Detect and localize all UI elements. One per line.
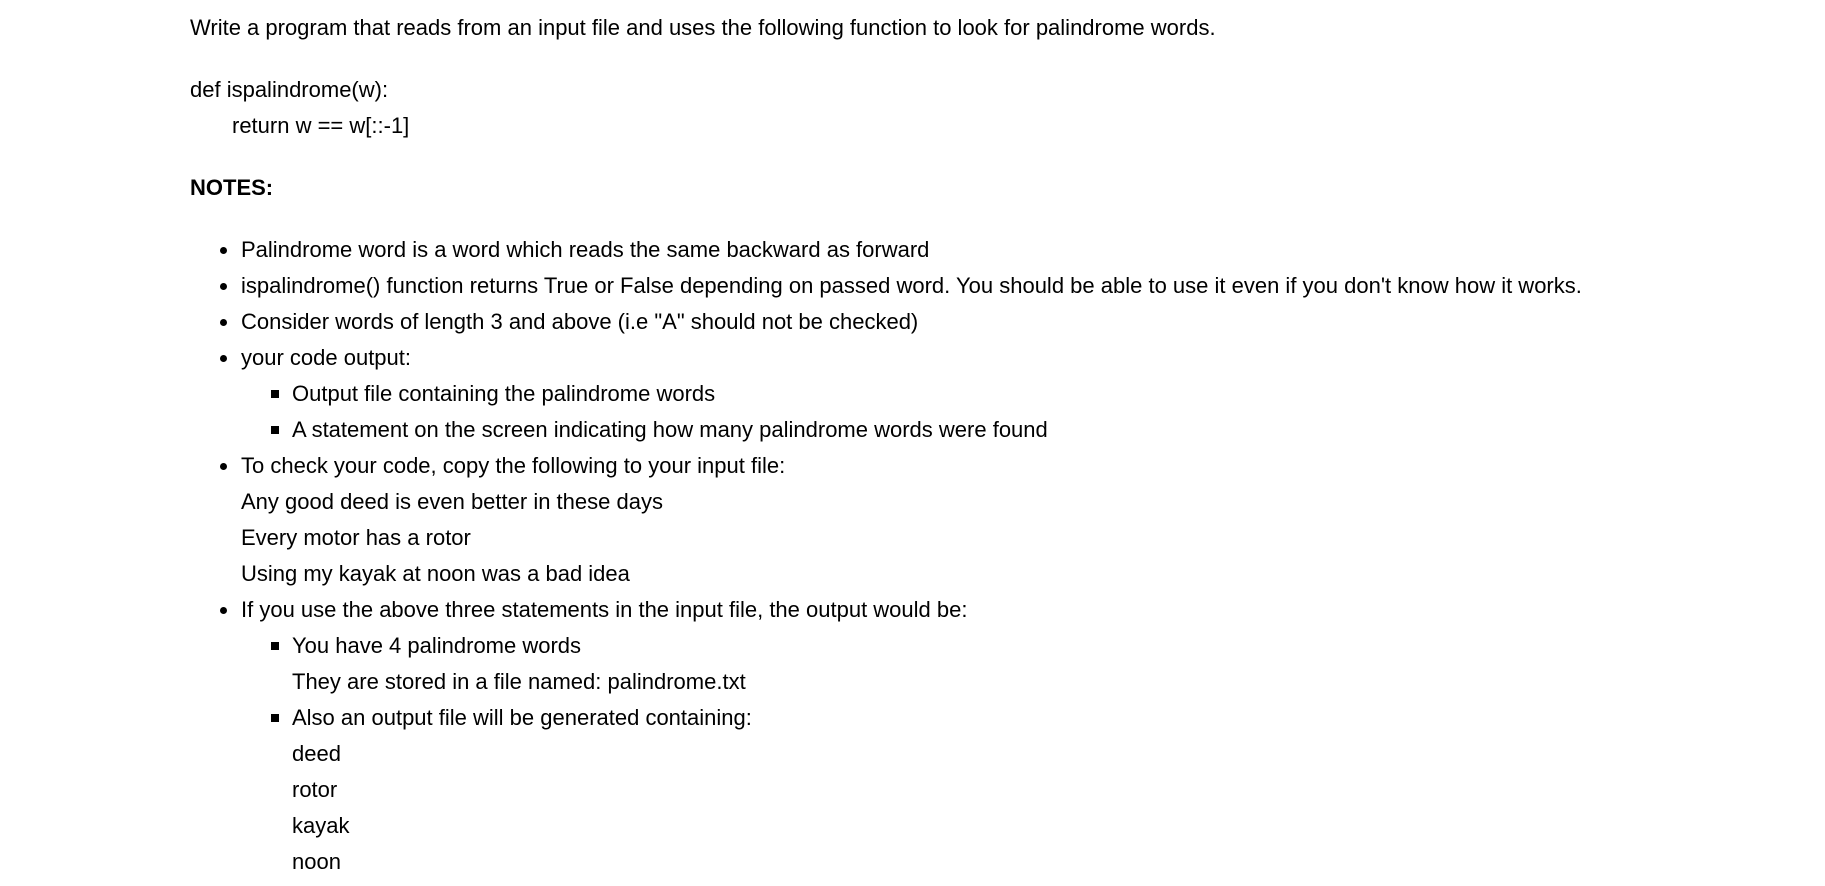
bullet-icon bbox=[220, 463, 227, 470]
sublist-item bbox=[241, 412, 1820, 448]
square-bullet-icon bbox=[271, 390, 279, 398]
sublist-item bbox=[241, 376, 1820, 412]
list-item bbox=[190, 340, 1820, 448]
list-item-text: Palindrome word is a word which reads the same backward as forward bbox=[241, 237, 930, 262]
code-block bbox=[190, 72, 1820, 144]
sublist-item-text: Also an output file will be generated containing: bbox=[292, 705, 752, 730]
sublist-item-continuation: They are stored in a file named: palindrome.txt bbox=[292, 669, 746, 694]
bullet-icon bbox=[220, 355, 227, 362]
list-item-text: If you use the above three statements in the input file, the output would be: bbox=[241, 597, 968, 622]
expected-output-sublist bbox=[241, 628, 1820, 880]
sublist-item-text: Output file containing the palindrome words bbox=[292, 381, 716, 406]
list-item bbox=[190, 448, 1820, 592]
sample-input-line: Any good deed is even better in these days bbox=[241, 489, 663, 514]
output-word: deed bbox=[292, 741, 341, 766]
list-item bbox=[190, 232, 1820, 268]
sublist-item-text: A statement on the screen indicating how many palindrome words were found bbox=[292, 417, 1048, 442]
list-item-text: To check your code, copy the following to your input file: bbox=[241, 453, 786, 478]
sublist-item-text: You have 4 palindrome words bbox=[292, 633, 582, 658]
square-bullet-icon bbox=[271, 642, 279, 650]
list-item-text: your code output: bbox=[241, 345, 412, 370]
list-item bbox=[190, 304, 1820, 340]
sample-input-line: Using my kayak at noon was a bad idea bbox=[241, 561, 630, 586]
code-line-def: def ispalindrome(w): bbox=[190, 77, 389, 102]
list-item-text: ispalindrome() function returns True or False depending on passed word. You should be able to use it even if you don't know how it works. bbox=[241, 273, 1582, 298]
notes-heading: NOTES: bbox=[190, 175, 274, 200]
output-sublist bbox=[241, 376, 1820, 448]
notes-list bbox=[190, 232, 1820, 880]
bullet-icon bbox=[220, 319, 227, 326]
sublist-item bbox=[241, 700, 1820, 880]
bullet-icon bbox=[220, 607, 227, 614]
list-item-text: Consider words of length 3 and above (i.e "A" should not be checked) bbox=[241, 309, 919, 334]
output-word: kayak bbox=[292, 813, 350, 838]
bullet-icon bbox=[220, 283, 227, 290]
document-content bbox=[190, 10, 1820, 880]
sublist-item bbox=[241, 628, 1820, 700]
square-bullet-icon bbox=[271, 426, 279, 434]
output-word: noon bbox=[292, 849, 341, 874]
square-bullet-icon bbox=[271, 714, 279, 722]
code-line-return: return w == w[::-1] bbox=[232, 113, 410, 138]
list-item bbox=[190, 268, 1820, 304]
output-word: rotor bbox=[292, 777, 338, 802]
bullet-icon bbox=[220, 247, 227, 254]
sample-input-line: Every motor has a rotor bbox=[241, 525, 471, 550]
list-item bbox=[190, 592, 1820, 880]
intro-text: Write a program that reads from an input file and uses the following function to look for palindrome words. bbox=[190, 15, 1216, 40]
